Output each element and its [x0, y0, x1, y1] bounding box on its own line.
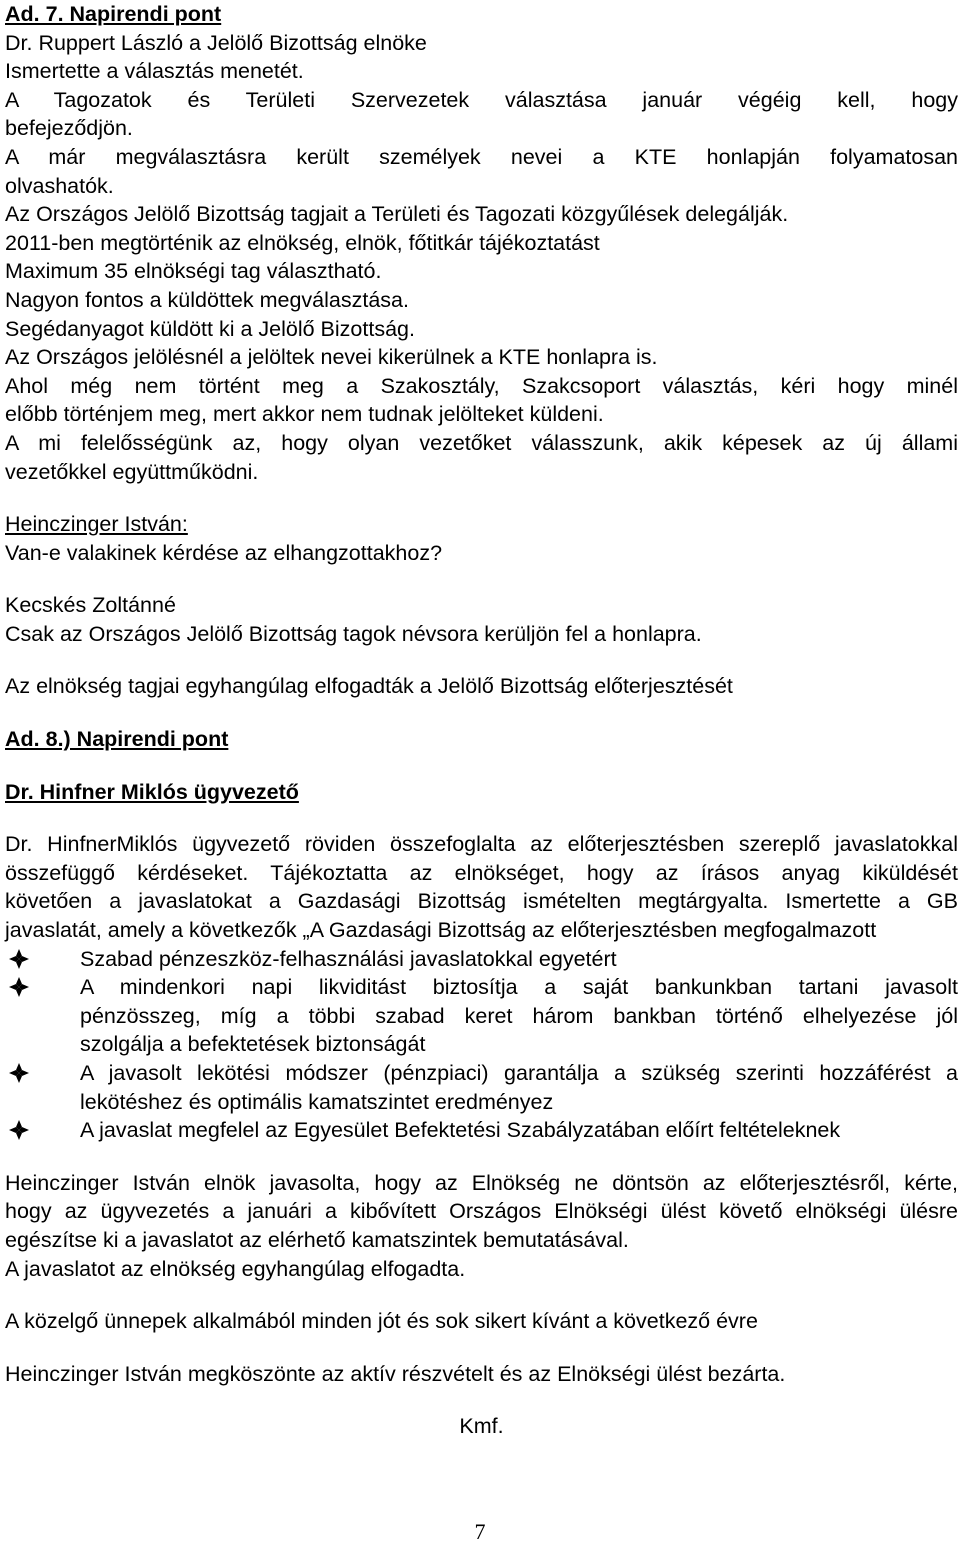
- text-line: A Tagozatok és Területi Szervezetek választása január végéig kell, hogy: [5, 87, 958, 112]
- text-line: 2011-ben megtörténik az elnökség, elnök, főtitkár tájékoztatást: [5, 230, 600, 255]
- text-line: A javaslat megfelel az Egyesület Befektetési Szabályzatában előírt feltételeknek: [80, 1118, 841, 1143]
- page-number: 7: [474, 1519, 486, 1544]
- text-line: A közelgő ünnepek alkalmából minden jót és sok sikert kívánt a következő évre: [5, 1309, 758, 1334]
- text-line: A mindenkori napi likviditást biztosítja a saját bankunkban tartani javasolt: [80, 975, 958, 1000]
- text-line: Az Országos jelölésnél a jelöltek nevei kikerülnek a KTE honlapra is.: [5, 345, 658, 370]
- text-line: előbb történjem meg, mert akkor nem tudnak jelölteket küldeni.: [5, 402, 604, 427]
- text-line: összefüggő kérdéseket. Tájékoztatta az elnökséget, hogy az írásos anyag kiküldését: [5, 860, 958, 885]
- text-line: A már megválasztásra került személyek nevei a KTE honlapján folyamatosan: [5, 144, 958, 169]
- diamond-bullet-icon: [7, 975, 31, 999]
- text-line: Segédanyagot küldött ki a Jelölő Bizottság.: [5, 316, 415, 341]
- list-item: [5, 1116, 958, 1145]
- text-line: A mi felelősségünk az, hogy olyan vezetőket válasszunk, akik képesek az új állami: [5, 430, 958, 455]
- text-line: Heinczinger István megköszönte az aktív részvételt és az Elnökségi ülést bezárta.: [5, 1361, 786, 1386]
- document-page: [5, 0, 958, 1441]
- text-line: A javaslatot az elnökség egyhangúlag elfogadta.: [5, 1256, 466, 1281]
- gb-recommendation-list: [5, 945, 958, 1145]
- text-line: követően a javaslatokat a Gazdasági Bizottság ismételten megtárgyalta. Ismertette a GB: [5, 889, 958, 914]
- text-line: olvashatók.: [5, 173, 114, 198]
- text-line: Nagyon fontos a küldöttek megválasztása.: [5, 287, 409, 312]
- speaker-heinczinger: Heinczinger István:: [5, 512, 188, 537]
- text-line: pénzösszeg, míg a többi szabad keret három bankban történő elhelyezése jól: [80, 1003, 958, 1028]
- text-line: Ismertette a választás menetét.: [5, 59, 304, 84]
- text-line: Szabad pénzeszköz-felhasználási javaslatokkal egyetért: [80, 946, 617, 971]
- text-line: egészítse ki a javaslatot az elérhető kamatszintek bemutatásával.: [5, 1227, 629, 1252]
- text-line: befejeződjön.: [5, 116, 133, 141]
- speaker-text: Van-e valakinek kérdése az elhangzottakhoz?: [5, 540, 443, 565]
- speaker-hinfner: Dr. Hinfner Miklós ügyvezető: [5, 779, 299, 804]
- list-item: [5, 1059, 958, 1116]
- speaker-kecskes: Kecskés Zoltánné: [5, 593, 176, 618]
- list-item: [5, 945, 958, 974]
- decision-text: Az elnökség tagjai egyhangúlag elfogadták a Jelölő Bizottság előterjesztését: [5, 674, 733, 699]
- text-line: Az Országos Jelölő Bizottság tagjait a Területi és Tagozati közgyűlések delegálják.: [5, 202, 789, 227]
- text-line: A javasolt lekötési módszer (pénzpiaci) garantálja a szükség szerinti hozzáférést a: [80, 1061, 958, 1085]
- text-line: Maximum 35 elnökségi tag választható.: [5, 259, 382, 284]
- text-line: Dr. Ruppert László a Jelölő Bizottság elnöke: [5, 30, 427, 55]
- text-line: lekötéshez és optimális kamatszintet eredményez: [80, 1089, 554, 1114]
- text-line: szolgálja a befektetések biztonságát: [80, 1032, 426, 1057]
- agenda-8-heading: Ad. 8.) Napirendi pont: [5, 727, 229, 752]
- text-line: hogy az ügyvezetés a januári a kibővített Országos Elnökségi ülést követő elnökségi ülésre: [5, 1199, 958, 1224]
- diamond-bullet-icon: [7, 1118, 31, 1142]
- text-line: javaslatát, amely a következők „A Gazdasági Bizottság az előterjesztésben megfogalmazott: [5, 918, 877, 943]
- text-line: Heinczinger István elnök javasolta, hogy az Elnökség ne döntsön az előterjesztésről, kérte,: [5, 1170, 958, 1195]
- speaker-text: Csak az Országos Jelölő Bizottság tagok névsora kerüljön fel a honlapra.: [5, 621, 702, 646]
- agenda-7-heading: Ad. 7. Napirendi pont: [5, 2, 222, 26]
- kmf-signature: Kmf.: [459, 1414, 504, 1439]
- diamond-bullet-icon: [7, 1061, 31, 1085]
- text-line: vezetőkkel együttműködni.: [5, 459, 259, 484]
- text-line: Ahol még nem történt meg a Szakosztály, Szakcsoport választás, kéri hogy minél: [5, 373, 958, 398]
- text-line: Dr. HinfnerMiklós ügyvezető röviden összefoglalta az előterjesztésben szereplő javaslatokkal: [5, 832, 958, 857]
- diamond-bullet-icon: [7, 947, 31, 971]
- list-item: [5, 973, 958, 1059]
